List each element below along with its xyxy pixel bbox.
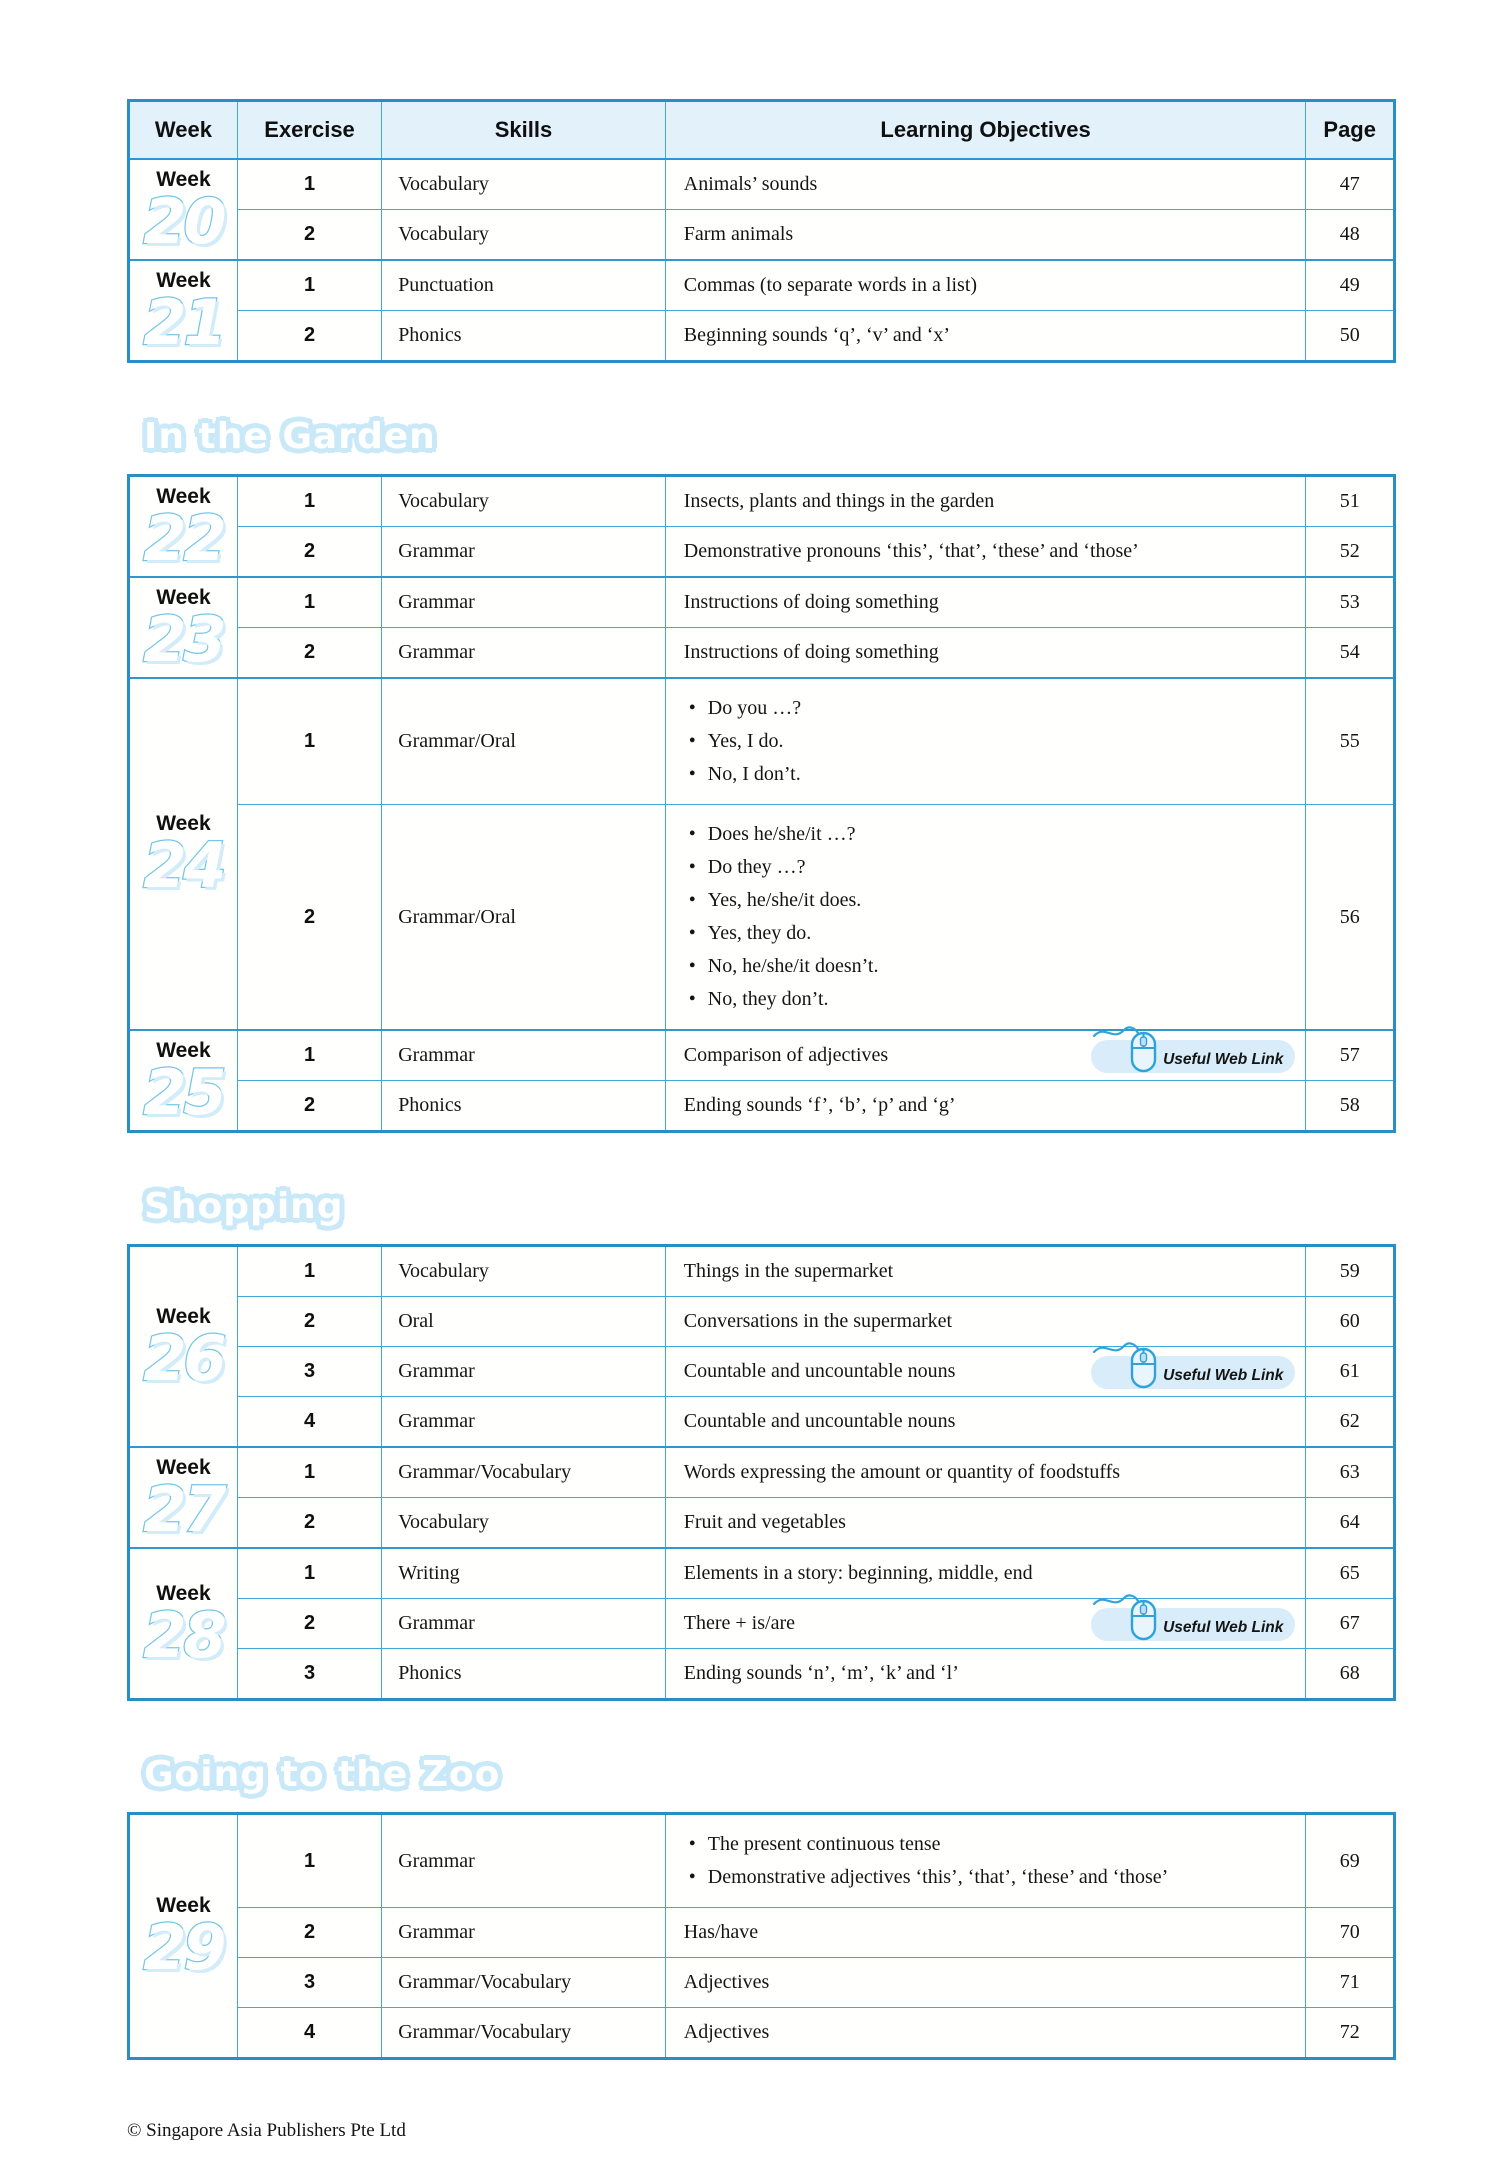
page-cell: 67 — [1306, 1599, 1395, 1649]
objective-text: Conversations in the supermarket — [683, 1310, 953, 1332]
objective-text: Instructions of doing something — [683, 641, 939, 663]
week-cell — [129, 1246, 238, 1448]
skill-cell: Vocabulary — [382, 1498, 666, 1549]
week-cell — [129, 1814, 238, 2059]
week-label: Week — [156, 1455, 211, 1479]
objective-cell — [665, 1447, 1306, 1498]
objective-text: Elements in a story: beginning, middle, end — [683, 1562, 1033, 1584]
table-row — [129, 1498, 1395, 1549]
table-row — [129, 1347, 1395, 1397]
objective-text: Ending sounds ‘f’, ‘b’, ‘p’ and ‘g’ — [683, 1094, 956, 1116]
objective-bullet: • Does he/she/it …? — [684, 818, 1296, 851]
skill-cell: Grammar — [382, 1397, 666, 1448]
exercise-cell: 2 — [237, 1081, 381, 1132]
table-row — [129, 1030, 1395, 1081]
week-cell — [129, 159, 238, 260]
section-heading: Shopping — [144, 1186, 344, 1227]
spacer — [127, 1133, 1396, 1159]
toc-table — [127, 1812, 1396, 2060]
objective-text: Insects, plants and things in the garden — [683, 490, 995, 512]
column-header: Learning Objectives — [665, 101, 1306, 160]
page-cell: 54 — [1306, 628, 1395, 679]
weblink-blob — [1091, 1608, 1295, 1641]
objective-cell — [665, 159, 1306, 210]
week-number: 22 — [143, 501, 224, 575]
objective-text: Beginning sounds ‘q’, ‘v’ and ‘x’ — [683, 324, 951, 346]
objective-text: Demonstrative pronouns ‘this’, ‘that’, ‘these’ and ‘those’ — [683, 540, 1139, 562]
exercise-cell: 1 — [237, 678, 381, 805]
objective-text: Instructions of doing something — [683, 591, 939, 613]
skill-cell: Phonics — [382, 311, 666, 362]
skill-cell: Punctuation — [382, 260, 666, 311]
toc-table — [127, 99, 1396, 363]
week-cell — [129, 1548, 238, 1700]
objective-bullet: • No, I don’t. — [684, 758, 1296, 791]
week-label: Week — [156, 268, 211, 292]
objective-cell — [665, 628, 1306, 679]
skill-cell: Grammar — [382, 628, 666, 679]
table-row — [129, 476, 1395, 527]
week-label: Week — [156, 167, 211, 191]
weblink-label: Useful Web Link — [1163, 1619, 1284, 1637]
objective-bullet: • No, he/she/it doesn’t. — [684, 950, 1296, 983]
objective-bullet: • Yes, I do. — [684, 725, 1296, 758]
week-label: Week — [156, 484, 211, 508]
exercise-cell: 2 — [237, 628, 381, 679]
skill-cell: Grammar — [382, 1814, 666, 1908]
objective-text: Words expressing the amount or quantity of foodstuffs — [683, 1461, 1121, 1483]
weblink-label: Useful Web Link — [1163, 1051, 1284, 1069]
week-number: 25 — [143, 1055, 224, 1129]
week-label: Week — [156, 585, 211, 609]
skill-cell: Vocabulary — [382, 476, 666, 527]
spacer — [127, 363, 1396, 389]
objective-cell — [665, 311, 1306, 362]
footer-copyright: © Singapore Asia Publishers Pte Ltd — [127, 2120, 406, 2141]
week-cell — [129, 678, 238, 1030]
exercise-cell: 1 — [237, 159, 381, 210]
skill-cell: Vocabulary — [382, 210, 666, 261]
table-row — [129, 577, 1395, 628]
exercise-cell: 1 — [237, 1548, 381, 1599]
objective-cell — [665, 1599, 1306, 1649]
skill-cell: Grammar/Oral — [382, 805, 666, 1031]
objective-cell — [665, 1548, 1306, 1599]
exercise-cell: 1 — [237, 1246, 381, 1297]
table-row — [129, 210, 1395, 261]
skill-cell: Grammar — [382, 1347, 666, 1397]
page-cell: 61 — [1306, 1347, 1395, 1397]
objective-cell — [665, 577, 1306, 628]
skill-cell: Writing — [382, 1548, 666, 1599]
table-row — [129, 805, 1395, 1031]
objective-cell — [665, 1246, 1306, 1297]
table-row — [129, 159, 1395, 210]
column-header: Skills — [382, 101, 666, 160]
objective-cell — [665, 210, 1306, 261]
page-cell: 63 — [1306, 1447, 1395, 1498]
exercise-cell: 2 — [237, 1908, 381, 1958]
objective-cell — [665, 1297, 1306, 1347]
table-row — [129, 1814, 1395, 1908]
week-number: 21 — [143, 285, 224, 359]
skill-cell: Grammar — [382, 1030, 666, 1081]
table-header — [129, 101, 1395, 160]
exercise-cell: 1 — [237, 260, 381, 311]
exercise-cell: 3 — [237, 1958, 381, 2008]
objective-cell — [665, 1030, 1306, 1081]
spacer — [127, 1701, 1396, 1727]
week-number: 27 — [143, 1472, 224, 1546]
table-row — [129, 1548, 1395, 1599]
table-row — [129, 1246, 1395, 1297]
objective-text: Adjectives — [683, 1971, 770, 1993]
exercise-cell: 2 — [237, 210, 381, 261]
page-cell: 51 — [1306, 476, 1395, 527]
page-cell: 62 — [1306, 1397, 1395, 1448]
skill-cell: Grammar/Vocabulary — [382, 2008, 666, 2059]
page-cell: 64 — [1306, 1498, 1395, 1549]
objective-text: Fruit and vegetables — [683, 1511, 846, 1533]
table-row — [129, 527, 1395, 578]
column-header: Exercise — [237, 101, 381, 160]
page-cell: 49 — [1306, 260, 1395, 311]
mouse-icon — [1091, 1020, 1169, 1076]
column-header: Week — [129, 101, 238, 160]
page-cell: 47 — [1306, 159, 1395, 210]
exercise-cell: 2 — [237, 1297, 381, 1347]
page-cell: 59 — [1306, 1246, 1395, 1297]
exercise-cell: 3 — [237, 1347, 381, 1397]
toc-table — [127, 474, 1396, 1133]
skill-cell: Oral — [382, 1297, 666, 1347]
objective-cell — [665, 2008, 1306, 2059]
exercise-cell: 4 — [237, 2008, 381, 2059]
objective-cell — [665, 1908, 1306, 1958]
exercise-cell: 1 — [237, 1814, 381, 1908]
objective-text: Has/have — [683, 1921, 759, 1943]
week-label: Week — [156, 1894, 211, 1917]
objective-cell — [665, 1958, 1306, 2008]
week-number: 24 — [143, 829, 224, 903]
column-header: Page — [1306, 101, 1395, 160]
exercise-cell: 1 — [237, 577, 381, 628]
weblink-badge — [1091, 1356, 1295, 1389]
table-row — [129, 628, 1395, 679]
table-row — [129, 1599, 1395, 1649]
objective-cell — [665, 678, 1306, 805]
week-label: Week — [156, 1304, 211, 1328]
objective-bullet: • No, they don’t. — [684, 983, 1296, 1016]
section-heading: In the Garden — [144, 416, 436, 457]
objective-bullet: • Demonstrative adjectives ‘this’, ‘that’, ‘these’ and ‘those’ — [684, 1861, 1296, 1894]
exercise-cell: 2 — [237, 805, 381, 1031]
table-row — [129, 1908, 1395, 1958]
table-row — [129, 1397, 1395, 1448]
toc-table — [127, 1244, 1396, 1701]
table-row — [129, 1958, 1395, 2008]
exercise-cell: 1 — [237, 1030, 381, 1081]
page-cell: 50 — [1306, 311, 1395, 362]
objective-bullet: • The present continuous tense — [684, 1828, 1296, 1861]
exercise-cell: 1 — [237, 476, 381, 527]
objective-cell — [665, 1081, 1306, 1132]
skill-cell: Grammar — [382, 1599, 666, 1649]
section-heading: Going to the Zoo — [144, 1754, 501, 1795]
objective-text: There + is/are — [683, 1612, 795, 1634]
week-label: Week — [156, 812, 211, 835]
objective-cell — [665, 527, 1306, 578]
week-cell — [129, 476, 238, 578]
objective-cell — [665, 1347, 1306, 1397]
week-number: 28 — [143, 1598, 224, 1672]
page-cell: 55 — [1306, 678, 1395, 805]
objective-text: Animals’ sounds — [683, 173, 818, 195]
weblink-badge — [1091, 1040, 1295, 1073]
week-number: 23 — [143, 602, 224, 676]
mouse-icon — [1091, 1588, 1169, 1644]
page-cell: 68 — [1306, 1649, 1395, 1700]
week-cell — [129, 260, 238, 362]
table-row — [129, 1081, 1395, 1132]
skill-cell: Phonics — [382, 1081, 666, 1132]
table-header-row — [129, 101, 1395, 160]
skill-cell: Grammar/Oral — [382, 678, 666, 805]
objective-cell — [665, 1649, 1306, 1700]
week-number: 20 — [143, 184, 224, 258]
weblink-blob — [1091, 1040, 1295, 1073]
table-row — [129, 2008, 1395, 2059]
objective-bullet: • Yes, he/she/it does. — [684, 884, 1296, 917]
page-cell: 53 — [1306, 577, 1395, 628]
page-cell: 56 — [1306, 805, 1395, 1031]
page-cell: 71 — [1306, 1958, 1395, 2008]
objective-cell — [665, 476, 1306, 527]
exercise-cell: 2 — [237, 1498, 381, 1549]
objective-bullet: • Yes, they do. — [684, 917, 1296, 950]
week-label: Week — [156, 1581, 211, 1605]
skill-cell: Grammar/Vocabulary — [382, 1447, 666, 1498]
table-row — [129, 1297, 1395, 1347]
objective-cell — [665, 805, 1306, 1031]
exercise-cell: 2 — [237, 527, 381, 578]
objective-text: Countable and uncountable nouns — [683, 1360, 956, 1382]
table-row — [129, 1649, 1395, 1700]
exercise-cell: 3 — [237, 1649, 381, 1700]
weblink-badge — [1091, 1608, 1295, 1641]
week-label: Week — [156, 1038, 211, 1062]
week-cell — [129, 1030, 238, 1132]
page-cell: 48 — [1306, 210, 1395, 261]
skill-cell: Grammar/Vocabulary — [382, 1958, 666, 2008]
objective-text: Commas (to separate words in a list) — [683, 274, 978, 296]
objective-bullet: • Do you …? — [684, 692, 1296, 725]
week-number: 29 — [143, 1911, 224, 1985]
page-cell: 52 — [1306, 527, 1395, 578]
table-row — [129, 678, 1395, 805]
skill-cell: Grammar — [382, 577, 666, 628]
objective-text: Things in the supermarket — [683, 1260, 894, 1282]
objective-cell — [665, 1814, 1306, 1908]
skill-cell: Vocabulary — [382, 159, 666, 210]
objective-text: Comparison of adjectives — [683, 1044, 889, 1066]
objective-cell — [665, 1397, 1306, 1448]
skill-cell: Phonics — [382, 1649, 666, 1700]
week-cell — [129, 577, 238, 678]
exercise-cell: 1 — [237, 1447, 381, 1498]
page-cell: 65 — [1306, 1548, 1395, 1599]
week-number: 26 — [143, 1321, 224, 1395]
weblink-blob — [1091, 1356, 1295, 1389]
objective-cell — [665, 260, 1306, 311]
objective-text: Adjectives — [683, 2021, 770, 2043]
spacer — [127, 2060, 1396, 2086]
exercise-cell: 2 — [237, 311, 381, 362]
objective-text: Farm animals — [683, 223, 794, 245]
weblink-label: Useful Web Link — [1163, 1367, 1284, 1385]
objective-text: Ending sounds ‘n’, ‘m’, ‘k’ and ‘l’ — [683, 1662, 959, 1684]
page-cell: 58 — [1306, 1081, 1395, 1132]
table-row — [129, 1447, 1395, 1498]
exercise-cell: 2 — [237, 1599, 381, 1649]
skill-cell: Vocabulary — [382, 1246, 666, 1297]
table-row — [129, 311, 1395, 362]
exercise-cell: 4 — [237, 1397, 381, 1448]
week-cell — [129, 1447, 238, 1548]
mouse-icon — [1091, 1336, 1169, 1392]
page-cell: 72 — [1306, 2008, 1395, 2059]
objective-text: Countable and uncountable nouns — [683, 1410, 956, 1432]
skill-cell: Grammar — [382, 527, 666, 578]
page-cell: 57 — [1306, 1030, 1395, 1081]
table-row — [129, 260, 1395, 311]
toc-content — [127, 99, 1396, 2086]
objective-bullet: • Do they …? — [684, 851, 1296, 884]
skill-cell: Grammar — [382, 1908, 666, 1958]
objective-cell — [665, 1498, 1306, 1549]
page-cell: 69 — [1306, 1814, 1395, 1908]
page-cell: 70 — [1306, 1908, 1395, 1958]
page-cell: 60 — [1306, 1297, 1395, 1347]
